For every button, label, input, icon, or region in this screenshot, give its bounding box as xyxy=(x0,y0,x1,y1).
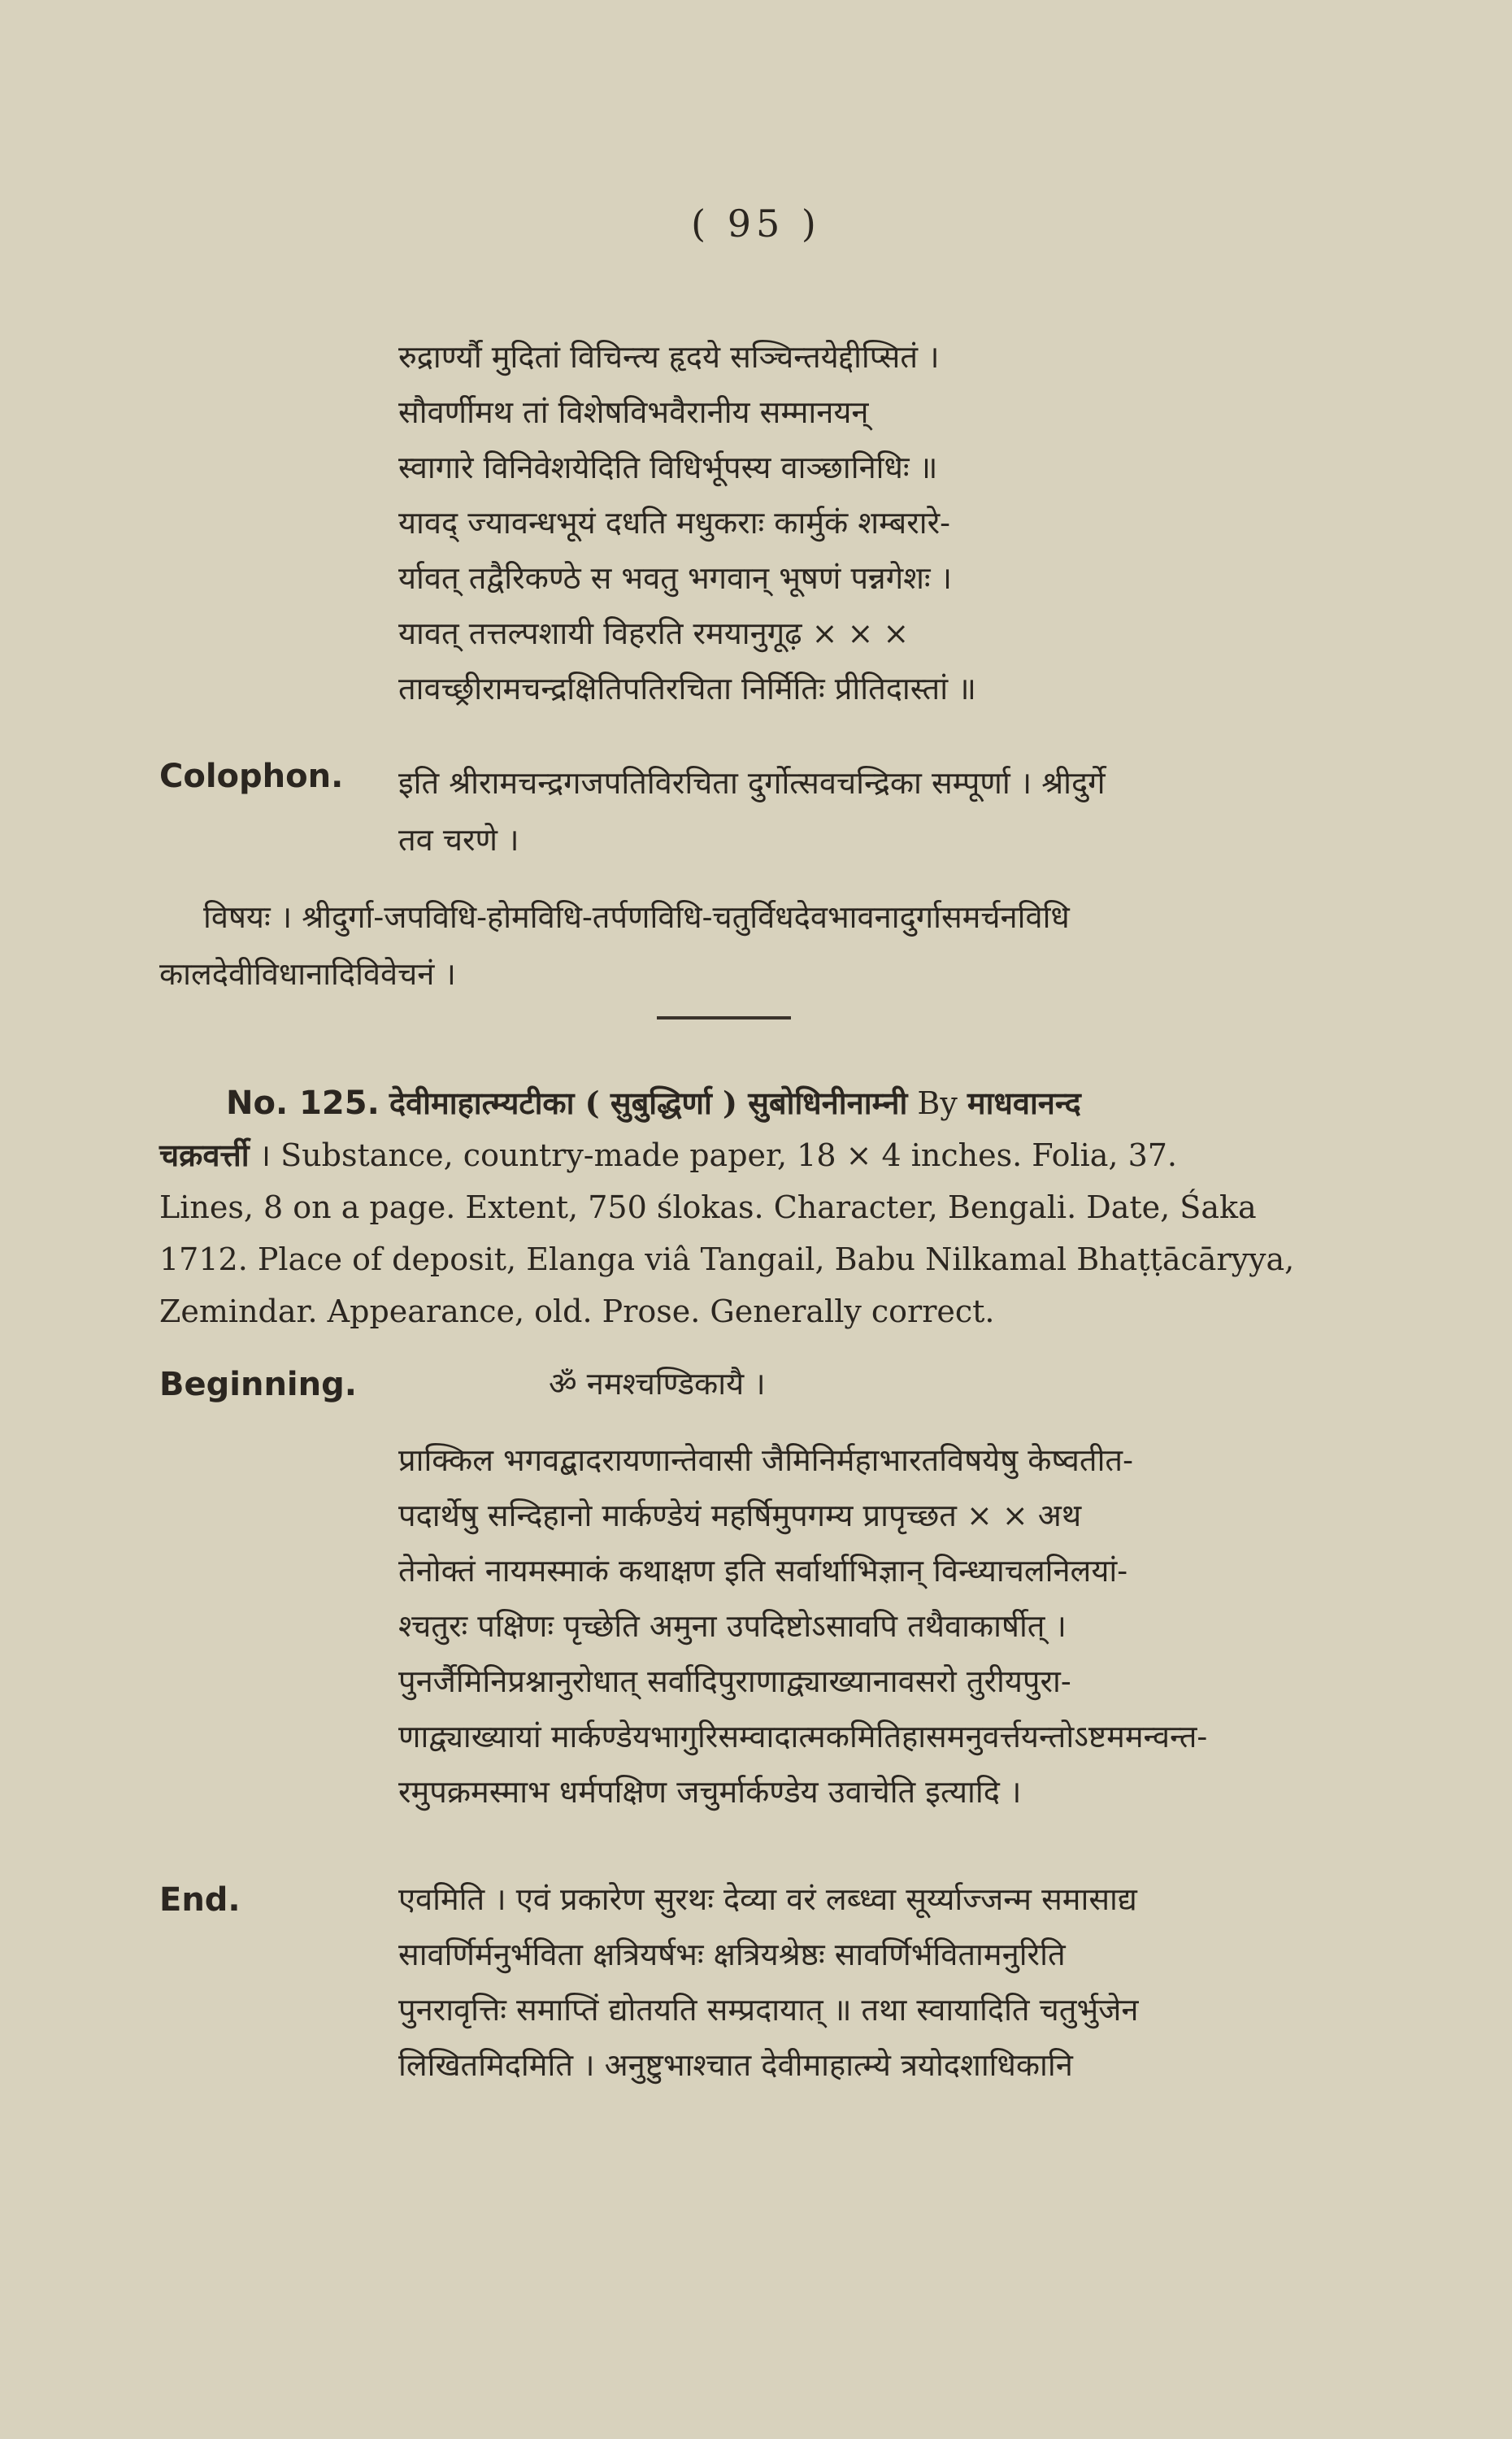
subject-line: विषयः । श्रीदुर्गा-जपविधि-होमविधि-तर्पणविधि-चतुर्विधदेवभावनादुर्गासमर्चनविधि xyxy=(203,899,1070,935)
section-divider xyxy=(657,1016,791,1020)
beginning-line: प्राक्किल भगवद्बादरायणान्तेवासी जैमिनिर्महाभारतविषयेषु केष्वतीत- xyxy=(398,1442,1133,1478)
end-line: पुनरावृत्तिः समाप्तिं द्योतयति सम्प्रदायात् ॥ तथा स्वायादिति चतुर्भुजेन xyxy=(398,1992,1139,2028)
beginning-invocation: ॐ नमश्चण्डिकायै । xyxy=(549,1366,766,1402)
end-line: लिखितमिदमिति । अनुष्टुभाश्चात देवीमाहात्म्ये त्रयोदशाधिकानि xyxy=(398,2047,1073,2083)
verse-line: स्वागारे विनिवेशयेदिति विधिर्भूपस्य वाञ्छानिधिः ॥ xyxy=(398,450,938,485)
subject-section xyxy=(159,889,1070,1002)
colophon-label: Colophon. xyxy=(159,758,344,795)
beginning-text xyxy=(398,1433,1423,1819)
entry-number: No. 125. xyxy=(226,1085,380,1122)
colophon-line: इति श्रीरामचन्द्रगजपतिविरचिता दुर्गोत्सवचन्द्रिका सम्पूर्णा । श्रीदुर्गे xyxy=(398,765,1106,801)
verse-line: र्यावत् तद्वैरिकण्ठे स भवतु भगवान् भूषणं पन्नगेशः । xyxy=(398,560,953,596)
verse-line: तावच्छ्रीरामचन्द्रक्षितिपतिरचिता निर्मितिः प्रीतिदास्तां ॥ xyxy=(398,671,976,706)
entry-author: माधवानन्द xyxy=(967,1085,1081,1121)
entry-author-cont: चक्रवर्त्ती xyxy=(159,1137,250,1173)
catalogue-entry xyxy=(159,1077,1297,1337)
entry-desc-line: Lines, 8 on a page. Extent, 750 ślokas. Character, Bengali. Date, Śaka xyxy=(159,1189,1257,1225)
page-number: ( 95 ) xyxy=(691,202,821,246)
verse-line: सौवर्णीमथ तां विशेषविभवैरानीय सम्मानयन् xyxy=(398,394,869,430)
beginning-line: तेनोक्तं नायमस्माकं कथाक्षण इति सर्वार्थाभिज्ञान् विन्ध्याचलनिलयां- xyxy=(398,1553,1128,1589)
verse-line: यावद् ज्यावन्धभूयं दधति मधुकराः कार्मुकं शम्बरारे- xyxy=(398,505,950,541)
beginning-line: पुनर्जैमिनिप्रश्नानुरोधात् सर्वादिपुराणाद्व्याख्यानावसरो तुरीयपुरा- xyxy=(398,1663,1071,1699)
entry-by: By xyxy=(917,1085,958,1121)
beginning-label: Beginning. xyxy=(159,1366,357,1403)
beginning-line: णाद्व्याख्यायां मार्कण्डेयभागुरिसम्वादात्मकमितिहासमनुवर्त्तयन्तोऽष्टममन्वन्त- xyxy=(398,1719,1208,1754)
subject-line: कालदेवीविधानादिविवेचनं । xyxy=(159,956,456,992)
end-label: End. xyxy=(159,1881,241,1919)
beginning-line: पदार्थेषु सन्दिहानो मार्कण्डेयं महर्षिमुपगम्य प्रापृच्छत × × अथ xyxy=(398,1498,1082,1533)
end-text xyxy=(398,1872,1423,2093)
colophon-text xyxy=(398,754,1106,868)
beginning-line: श्चतुरः पक्षिणः पृच्छेति अमुना उपदिष्टोऽसावपि तथैवाकार्षीत् । xyxy=(398,1608,1067,1644)
end-line: एवमिति । एवं प्रकारेण सुरथः देव्या वरं लब्ध्वा सूर्य्याज्जन्म समासाद्य xyxy=(398,1881,1137,1917)
end-line: सावर्णिर्मनुर्भविता क्षत्रियर्षभः क्षत्रियश्रेष्ठः सावर्णिर्भवितामनुरिति xyxy=(398,1937,1066,1972)
colophon-line: तव चरणे । xyxy=(398,822,519,858)
beginning-line: रमुपक्रमस्माभ धर्मपक्षिण जचुर्मार्कण्डेय उवाचेति इत्यादि । xyxy=(398,1774,1022,1810)
entry-desc-line: Zemindar. Appearance, old. Prose. Generally correct. xyxy=(159,1293,995,1329)
verse-block xyxy=(398,329,1398,716)
verse-line: रुद्रार्ण्यौ मुदितां विचिन्त्य हृदये सञ्चिन्तयेद्दीप्सितं । xyxy=(398,339,940,375)
entry-title: देवीमाहात्म्यटीका ( सुबुद्धिर्णा ) सुबोधिनीनाम्नी xyxy=(389,1085,908,1121)
verse-line: यावत् तत्तल्पशायी विहरति रमयानुगूढ़ × × × xyxy=(398,615,910,651)
entry-desc-line: 1712. Place of deposit, Elanga viâ Tangail, Babu Nilkamal Bhaṭṭācāryya, xyxy=(159,1241,1295,1277)
entry-desc-line: । Substance, country-made paper, 18 × 4 inches. Folia, 37. xyxy=(259,1137,1178,1173)
